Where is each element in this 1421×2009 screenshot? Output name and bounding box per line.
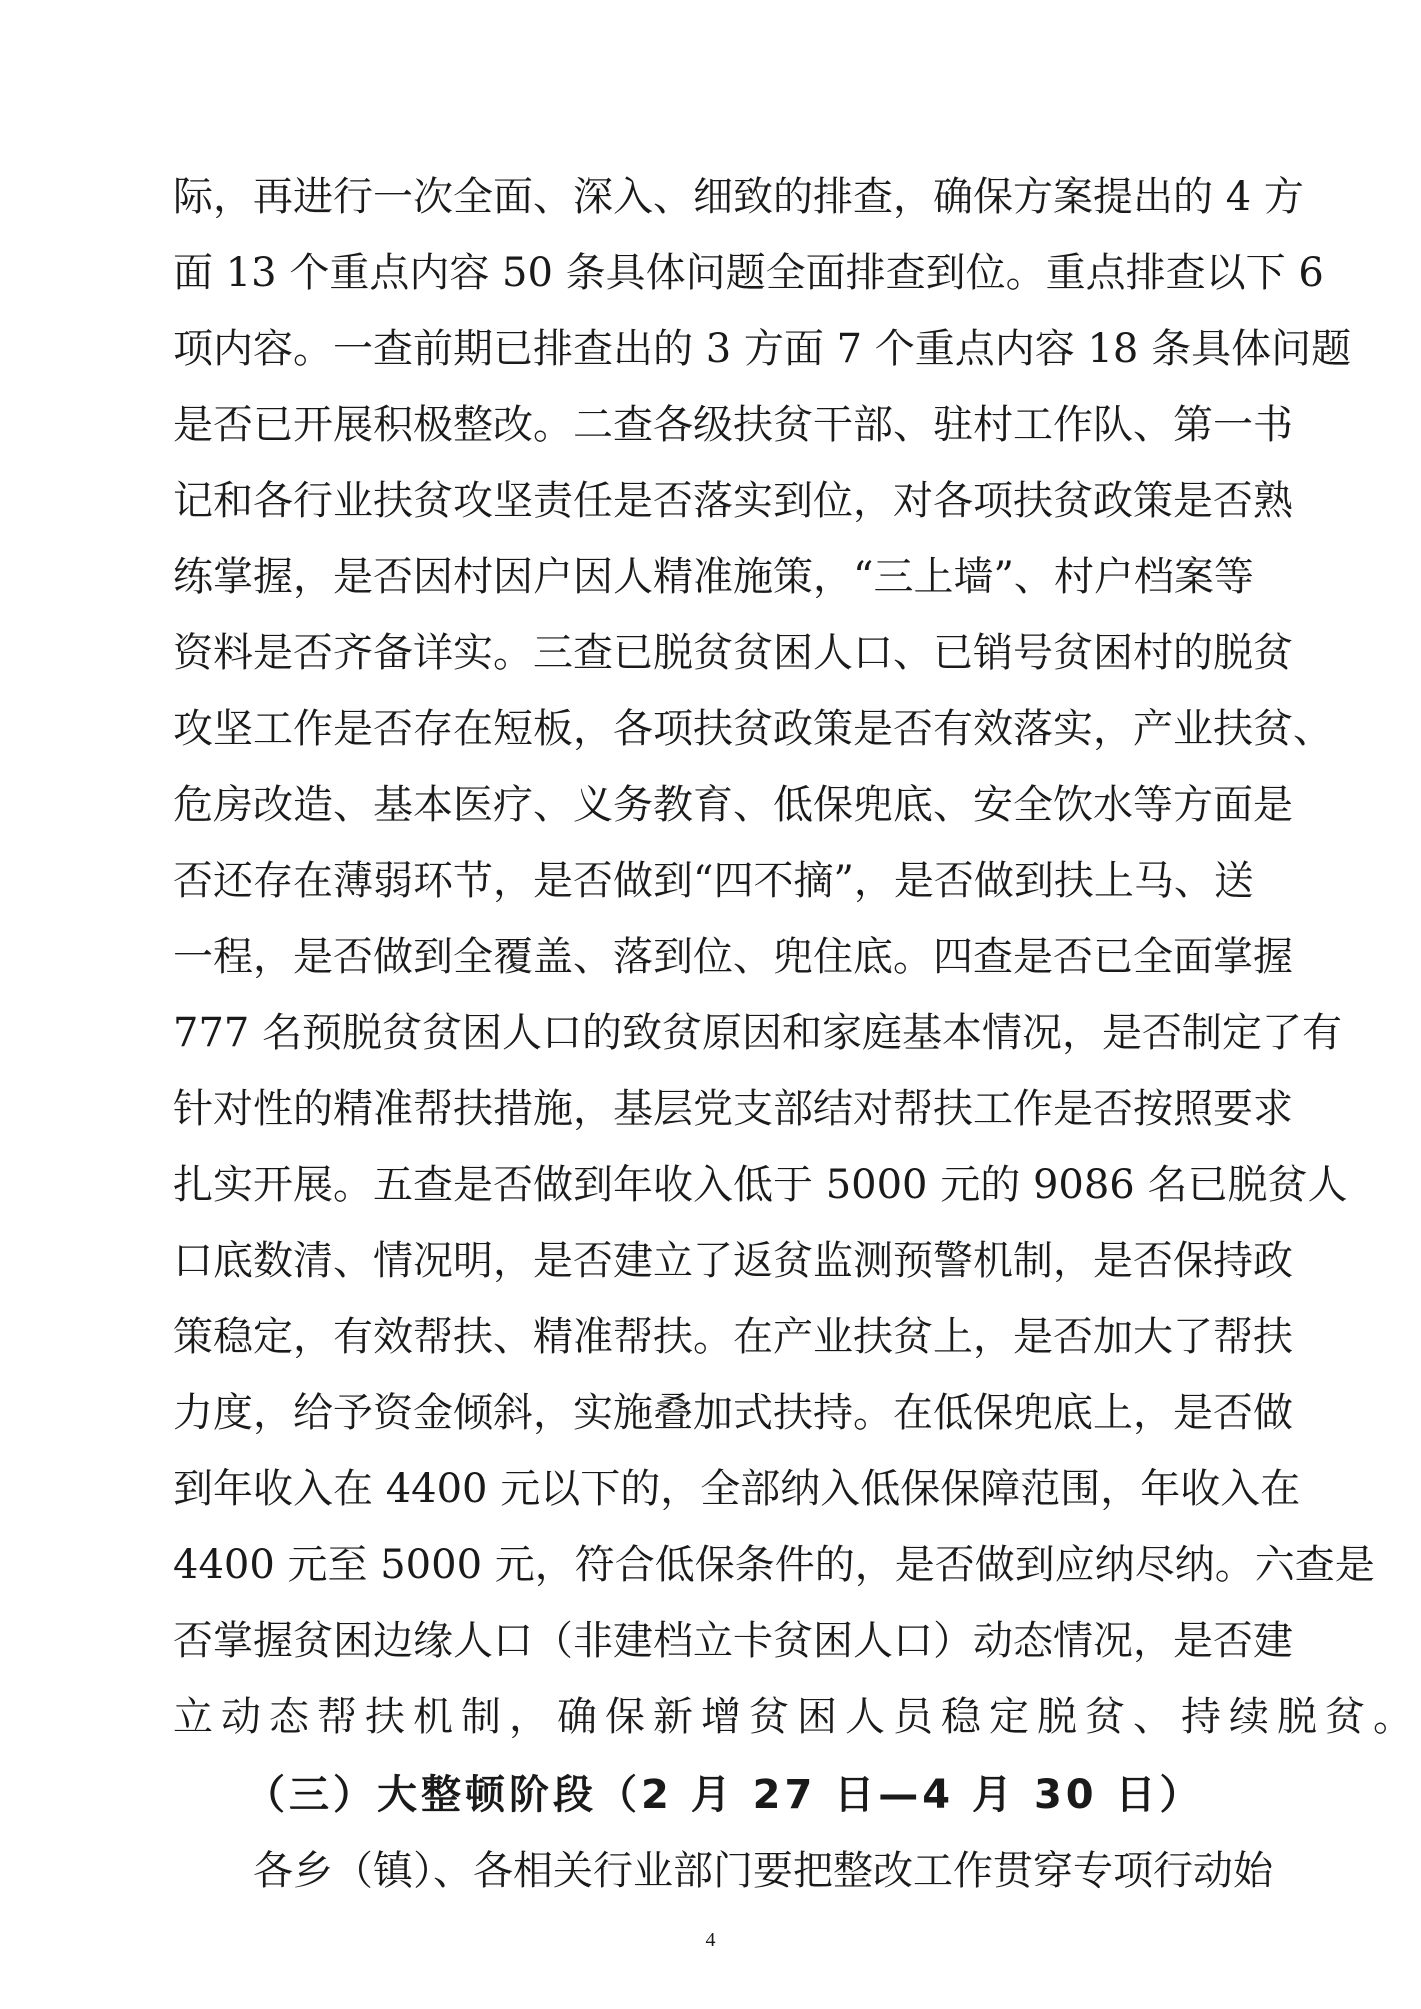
body-line-13: 针对性的精准帮扶措施，基层党支部结对帮扶工作是否按照要求 bbox=[173, 1086, 1293, 1132]
body-line-4: 是否已开展积极整改。二查各级扶贫干部、驻村工作队、第一书 bbox=[173, 402, 1293, 448]
body-line-22: 各乡（镇）、各相关行业部门要把整改工作贯穿专项行动始 bbox=[253, 1848, 1273, 1894]
section-heading: （三）大整顿阶段（2 月 27 日—4 月 30 日） bbox=[245, 1772, 1204, 1818]
body-line-14: 扎实开展。五查是否做到年收入低于 5000 元的 9086 名已脱贫人 bbox=[173, 1162, 1348, 1208]
body-line-10: 否还存在薄弱环节，是否做到“四不摘”，是否做到扶上马、送 bbox=[173, 858, 1254, 904]
body-line-2: 面 13 个重点内容 50 条具体问题全面排查到位。重点排查以下 6 bbox=[173, 250, 1324, 296]
body-line-19: 4400 元至 5000 元，符合低保条件的，是否做到应纳尽纳。六查是 bbox=[173, 1542, 1375, 1588]
body-line-16: 策稳定，有效帮扶、精准帮扶。在产业扶贫上，是否加大了帮扶 bbox=[173, 1314, 1293, 1360]
body-line-3: 项内容。一查前期已排查出的 3 方面 7 个重点内容 18 条具体问题 bbox=[173, 326, 1352, 372]
body-line-15: 口底数清、情况明，是否建立了返贫监测预警机制，是否保持政 bbox=[173, 1238, 1293, 1284]
body-line-5: 记和各行业扶贫攻坚责任是否落实到位，对各项扶贫政策是否熟 bbox=[173, 478, 1293, 524]
body-line-21: 立动态帮扶机制，确保新增贫困人员稳定脱贫、持续脱贫。 bbox=[173, 1694, 1421, 1740]
body-line-8: 攻坚工作是否存在短板，各项扶贫政策是否有效落实，产业扶贫、 bbox=[173, 706, 1333, 752]
body-line-7: 资料是否齐备详实。三查已脱贫贫困人口、已销号贫困村的脱贫 bbox=[173, 630, 1293, 676]
body-line-17: 力度，给予资金倾斜，实施叠加式扶持。在低保兜底上，是否做 bbox=[173, 1390, 1293, 1436]
body-line-9: 危房改造、基本医疗、义务教育、低保兜底、安全饮水等方面是 bbox=[173, 782, 1293, 828]
body-line-11: 一程，是否做到全覆盖、落到位、兜住底。四查是否已全面掌握 bbox=[173, 934, 1293, 980]
body-line-6: 练掌握，是否因村因户因人精准施策，“三上墙”、村户档案等 bbox=[173, 554, 1254, 600]
body-line-18: 到年收入在 4400 元以下的，全部纳入低保保障范围，年收入在 bbox=[173, 1466, 1301, 1512]
body-line-1: 际，再进行一次全面、深入、细致的排查，确保方案提出的 4 方 bbox=[173, 174, 1304, 220]
body-line-12: 777 名预脱贫贫困人口的致贫原因和家庭基本情况，是否制定了有 bbox=[173, 1010, 1343, 1056]
page-number: 4 bbox=[705, 1929, 716, 1951]
body-line-20: 否掌握贫困边缘人口（非建档立卡贫困人口）动态情况，是否建 bbox=[173, 1618, 1293, 1664]
